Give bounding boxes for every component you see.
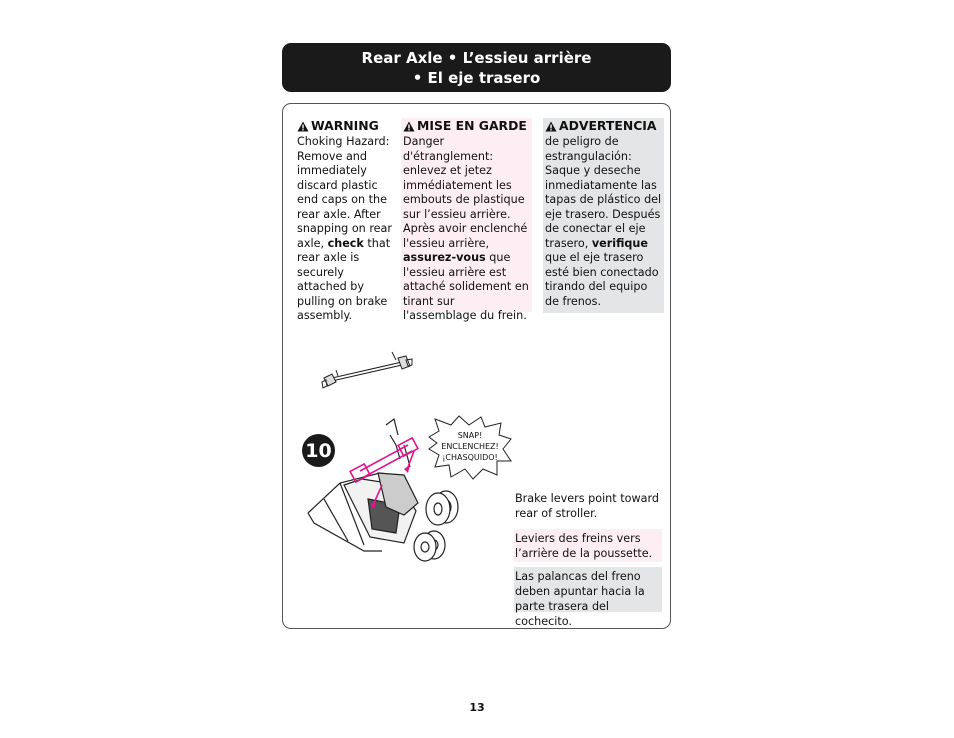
warning-spanish-emphasis: verifique <box>591 236 648 250</box>
page-number: 13 <box>469 701 485 714</box>
warning-spanish-text <box>545 135 662 309</box>
warning-english-text-end: that rear axle is securely attached by pulling on brake assembly. <box>297 236 391 322</box>
brake-note-english: Brake levers point toward rear of stroller. <box>514 489 662 523</box>
step-number-badge: 10 <box>302 434 335 467</box>
warning-triangle-icon <box>545 121 557 132</box>
warning-english-emphasis: check <box>327 236 364 250</box>
warning-french <box>401 118 532 322</box>
snap-sound-text <box>427 430 513 463</box>
warning-english-text-start: Choking Hazard: Remove and immediately discard plastic end caps on the rear axle. After snapping on rear axle, <box>297 135 393 250</box>
section-title-line2: • El eje trasero <box>412 68 541 87</box>
warning-spanish-title: ADVERTENCIA <box>559 118 657 133</box>
warning-french-text <box>403 135 530 324</box>
warning-french-text-end: que l'essieu arrière est attaché solidement en tirant sur l'assemblage du frein. <box>403 251 529 322</box>
warning-english <box>297 118 397 324</box>
snap-line-english: SNAP! <box>457 431 483 440</box>
section-title-line1: Rear Axle • L’essieu arrière <box>361 48 592 67</box>
section-header <box>282 43 671 92</box>
brake-note-french: Leviers des freins vers l’arrière de la poussette. <box>514 529 662 562</box>
warning-french-title: MISE EN GARDE <box>417 118 527 133</box>
warning-english-text <box>297 135 397 324</box>
warning-spanish-title-row <box>545 118 662 134</box>
warning-triangle-icon <box>297 121 309 132</box>
snap-line-french: ENCLENCHEZ! <box>441 442 499 451</box>
warning-french-emphasis: assurez-vous <box>403 251 486 264</box>
warning-english-title-row <box>297 118 397 134</box>
warning-spanish-text-start: de peligro de estrangulación: Saque y deseche inmediatamente las tapas de plástico del eje trasero. Después de conectar el eje trasero, <box>545 135 662 250</box>
rear-axle-illustration <box>318 348 414 392</box>
warning-french-title-row <box>403 118 530 134</box>
warning-spanish <box>543 118 664 313</box>
warning-spanish-text-end: que el eje trasero esté bien conectado tirando del equipo de frenos. <box>545 251 659 308</box>
warning-english-title: WARNING <box>311 118 379 133</box>
warning-triangle-icon <box>403 121 415 132</box>
warning-french-text-start: Danger d'étranglement: enlevez et jetez immédiatement les embouts de plastique sur l’essieu arrière. Après avoir enclenché l'essieu arrière, <box>403 135 528 250</box>
brake-note-spanish: Las palancas del freno deben apuntar hacia la parte trasera del cochecito. <box>514 567 662 612</box>
snap-line-spanish: ¡CHASQUIDO! <box>442 453 498 462</box>
